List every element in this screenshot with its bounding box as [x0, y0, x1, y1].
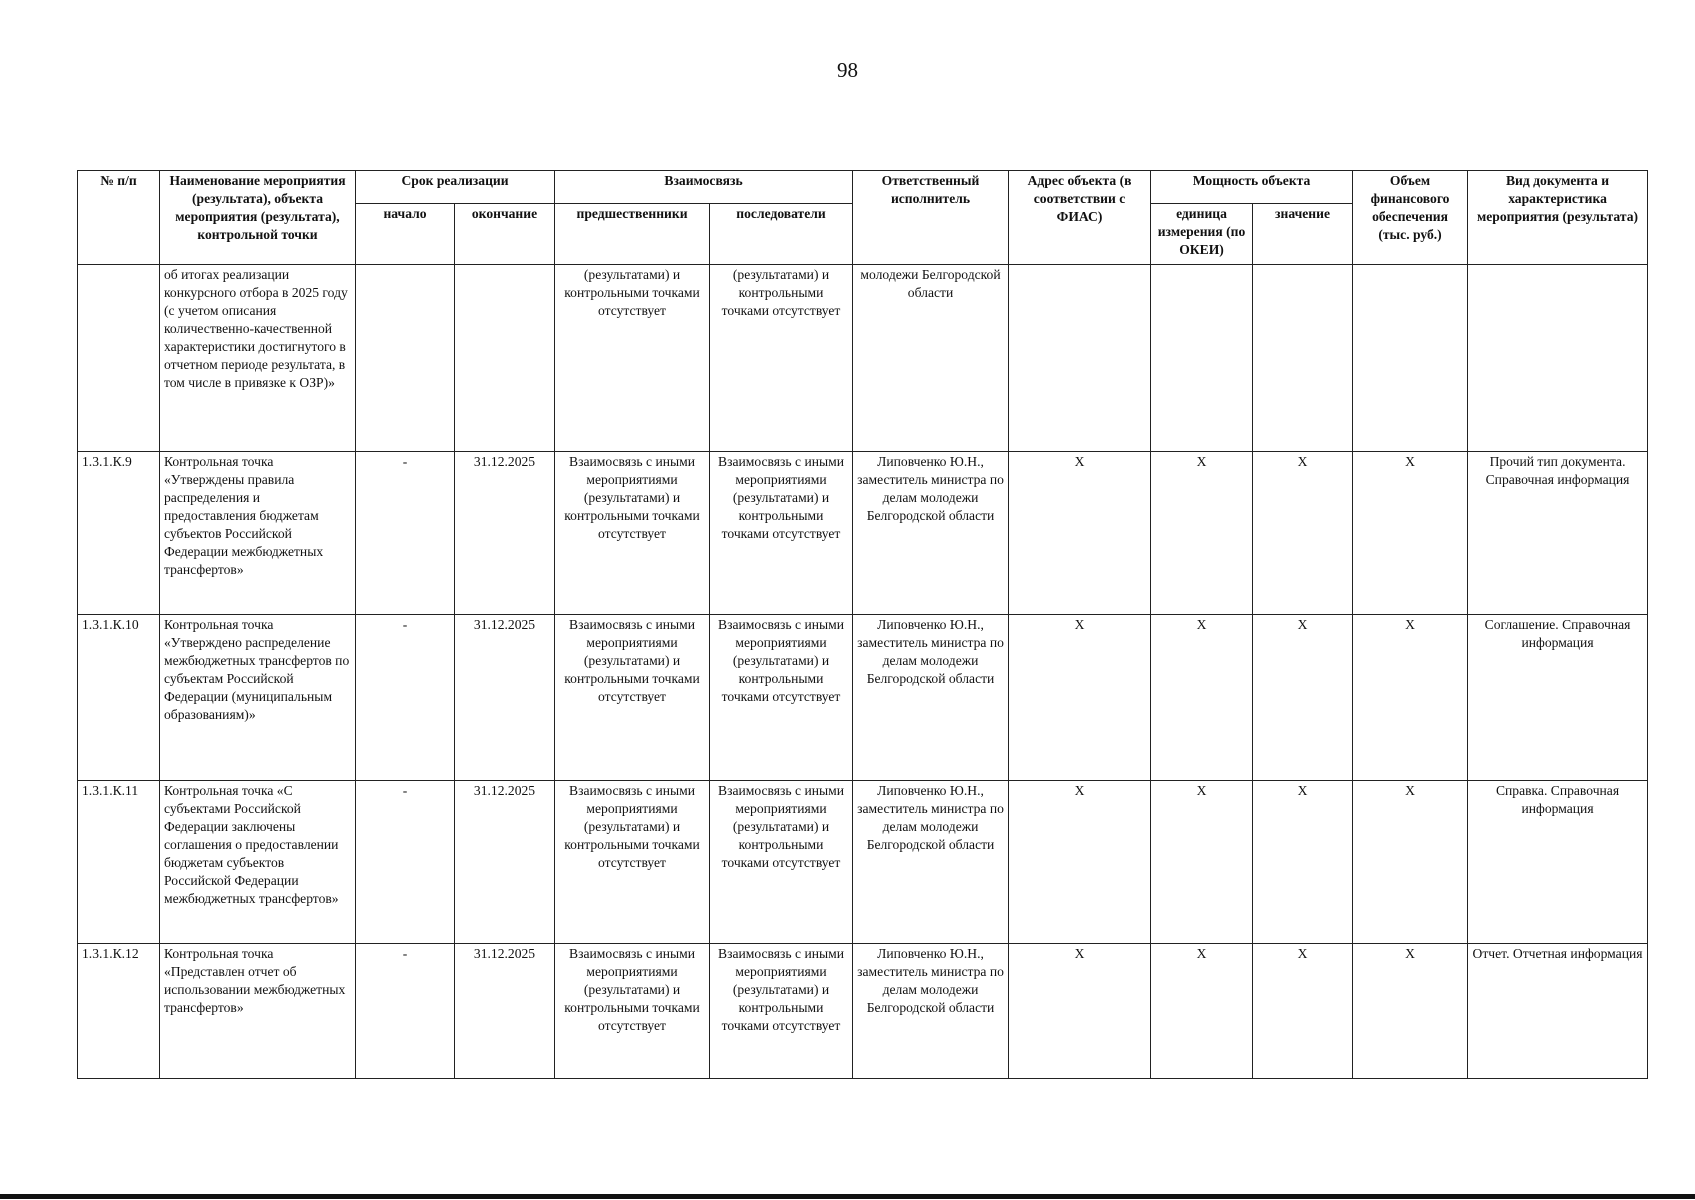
header-address: Адрес объекта (в соответствии с ФИАС) [1009, 171, 1151, 265]
row-funding [1353, 265, 1468, 452]
header-num: № п/п [78, 171, 160, 265]
row-predecessors: Взаимосвязь с иными мероприятиями (результатами) и контрольными точками отсутствует [555, 615, 710, 781]
row-doc-type: Справка. Справочная информация [1468, 781, 1648, 944]
row-unit [1151, 265, 1253, 452]
row-start: - [356, 944, 455, 1079]
header-start: начало [356, 204, 455, 265]
row-num [78, 265, 160, 452]
row-unit: X [1151, 615, 1253, 781]
row-successors: Взаимосвязь с иными мероприятиями (результатами) и контрольными точками отсутствует [710, 781, 853, 944]
row-value: X [1253, 452, 1353, 615]
row-name: Контрольная точка «Утверждено распределение межбюджетных трансфертов по субъектам Российской Федерации (муниципальным образованиям)» [160, 615, 356, 781]
row-successors: Взаимосвязь с иными мероприятиями (результатами) и контрольными точками отсутствует [710, 615, 853, 781]
row-unit: X [1151, 944, 1253, 1079]
header-relation: Взаимосвязь [555, 171, 853, 204]
row-end: 31.12.2025 [455, 944, 555, 1079]
row-responsible: Липовченко Ю.Н., заместитель министра по делам молодежи Белгородской области [853, 615, 1009, 781]
row-end: 31.12.2025 [455, 615, 555, 781]
row-successors: Взаимосвязь с иными мероприятиями (результатами) и контрольными точками отсутствует [710, 452, 853, 615]
row-address: X [1009, 781, 1151, 944]
header-doc-type: Вид документа и характеристика мероприятия (результата) [1468, 171, 1648, 265]
row-value: X [1253, 944, 1353, 1079]
row-address: X [1009, 944, 1151, 1079]
header-end: окончание [455, 204, 555, 265]
row-start: - [356, 781, 455, 944]
row-predecessors: Взаимосвязь с иными мероприятиями (результатами) и контрольными точками отсутствует [555, 944, 710, 1079]
scan-bottom-edge [0, 1194, 1695, 1199]
row-responsible: Липовченко Ю.Н., заместитель министра по делам молодежи Белгородской области [853, 944, 1009, 1079]
row-value: X [1253, 615, 1353, 781]
row-name: Контрольная точка «Утверждены правила распределения и предоставления бюджетам субъектов Российской Федерации межбюджетных трансфертов» [160, 452, 356, 615]
header-capacity: Мощность объекта [1151, 171, 1353, 204]
row-doc-type [1468, 265, 1648, 452]
row-num: 1.3.1.К.9 [78, 452, 160, 615]
row-start: - [356, 615, 455, 781]
row-funding: X [1353, 615, 1468, 781]
header-responsible: Ответственный исполнитель [853, 171, 1009, 265]
row-address [1009, 265, 1151, 452]
row-end: 31.12.2025 [455, 781, 555, 944]
activities-table [77, 170, 1648, 1079]
row-doc-type: Отчет. Отчетная информация [1468, 944, 1648, 1079]
row-name: Контрольная точка «Представлен отчет об использовании межбюджетных трансфертов» [160, 944, 356, 1079]
row-end: 31.12.2025 [455, 452, 555, 615]
row-unit: X [1151, 452, 1253, 615]
row-num: 1.3.1.К.10 [78, 615, 160, 781]
header-successors: последователи [710, 204, 853, 265]
row-predecessors: Взаимосвязь с иными мероприятиями (результатами) и контрольными точками отсутствует [555, 452, 710, 615]
row-start [356, 265, 455, 452]
table-row [78, 452, 1648, 615]
row-responsible: Липовченко Ю.Н., заместитель министра по делам молодежи Белгородской области [853, 452, 1009, 615]
table-row [78, 265, 1648, 452]
row-name: Контрольная точка «С субъектами Российской Федерации заключены соглашения о предоставлении бюджетам субъектов Российской Федерации межбюджетных трансфертов» [160, 781, 356, 944]
header-unit: единица измерения (по ОКЕИ) [1151, 204, 1253, 265]
row-unit: X [1151, 781, 1253, 944]
header-term: Срок реализации [356, 171, 555, 204]
header-predecessors: предшественники [555, 204, 710, 265]
table-row [78, 615, 1648, 781]
row-start: - [356, 452, 455, 615]
header-value: значение [1253, 204, 1353, 265]
table-header [78, 171, 1648, 265]
table-row [78, 781, 1648, 944]
row-name: об итогах реализации конкурсного отбора в 2025 году (с учетом описания количественно-качественной характеристики достигнутого в отчетном периоде результата, в том числе в привязке к ОЗР)» [160, 265, 356, 452]
header-funding: Объем финансового обеспечения (тыс. руб.) [1353, 171, 1468, 265]
row-num: 1.3.1.К.12 [78, 944, 160, 1079]
row-funding: X [1353, 944, 1468, 1079]
row-value: X [1253, 781, 1353, 944]
row-num: 1.3.1.К.11 [78, 781, 160, 944]
row-doc-type: Прочий тип документа. Справочная информация [1468, 452, 1648, 615]
row-responsible: Липовченко Ю.Н., заместитель министра по делам молодежи Белгородской области [853, 781, 1009, 944]
row-predecessors: Взаимосвязь с иными мероприятиями (результатами) и контрольными точками отсутствует [555, 781, 710, 944]
row-predecessors: (результатами) и контрольными точками отсутствует [555, 265, 710, 452]
row-funding: X [1353, 781, 1468, 944]
row-successors: Взаимосвязь с иными мероприятиями (результатами) и контрольными точками отсутствует [710, 944, 853, 1079]
row-responsible: молодежи Белгородской области [853, 265, 1009, 452]
table-row [78, 944, 1648, 1079]
row-value [1253, 265, 1353, 452]
page-number: 98 [837, 58, 858, 82]
row-successors: (результатами) и контрольными точками отсутствует [710, 265, 853, 452]
row-doc-type: Соглашение. Справочная информация [1468, 615, 1648, 781]
row-end [455, 265, 555, 452]
row-address: X [1009, 452, 1151, 615]
header-name: Наименование мероприятия (результата), объекта мероприятия (результата), контрольной точки [160, 171, 356, 265]
row-address: X [1009, 615, 1151, 781]
row-funding: X [1353, 452, 1468, 615]
